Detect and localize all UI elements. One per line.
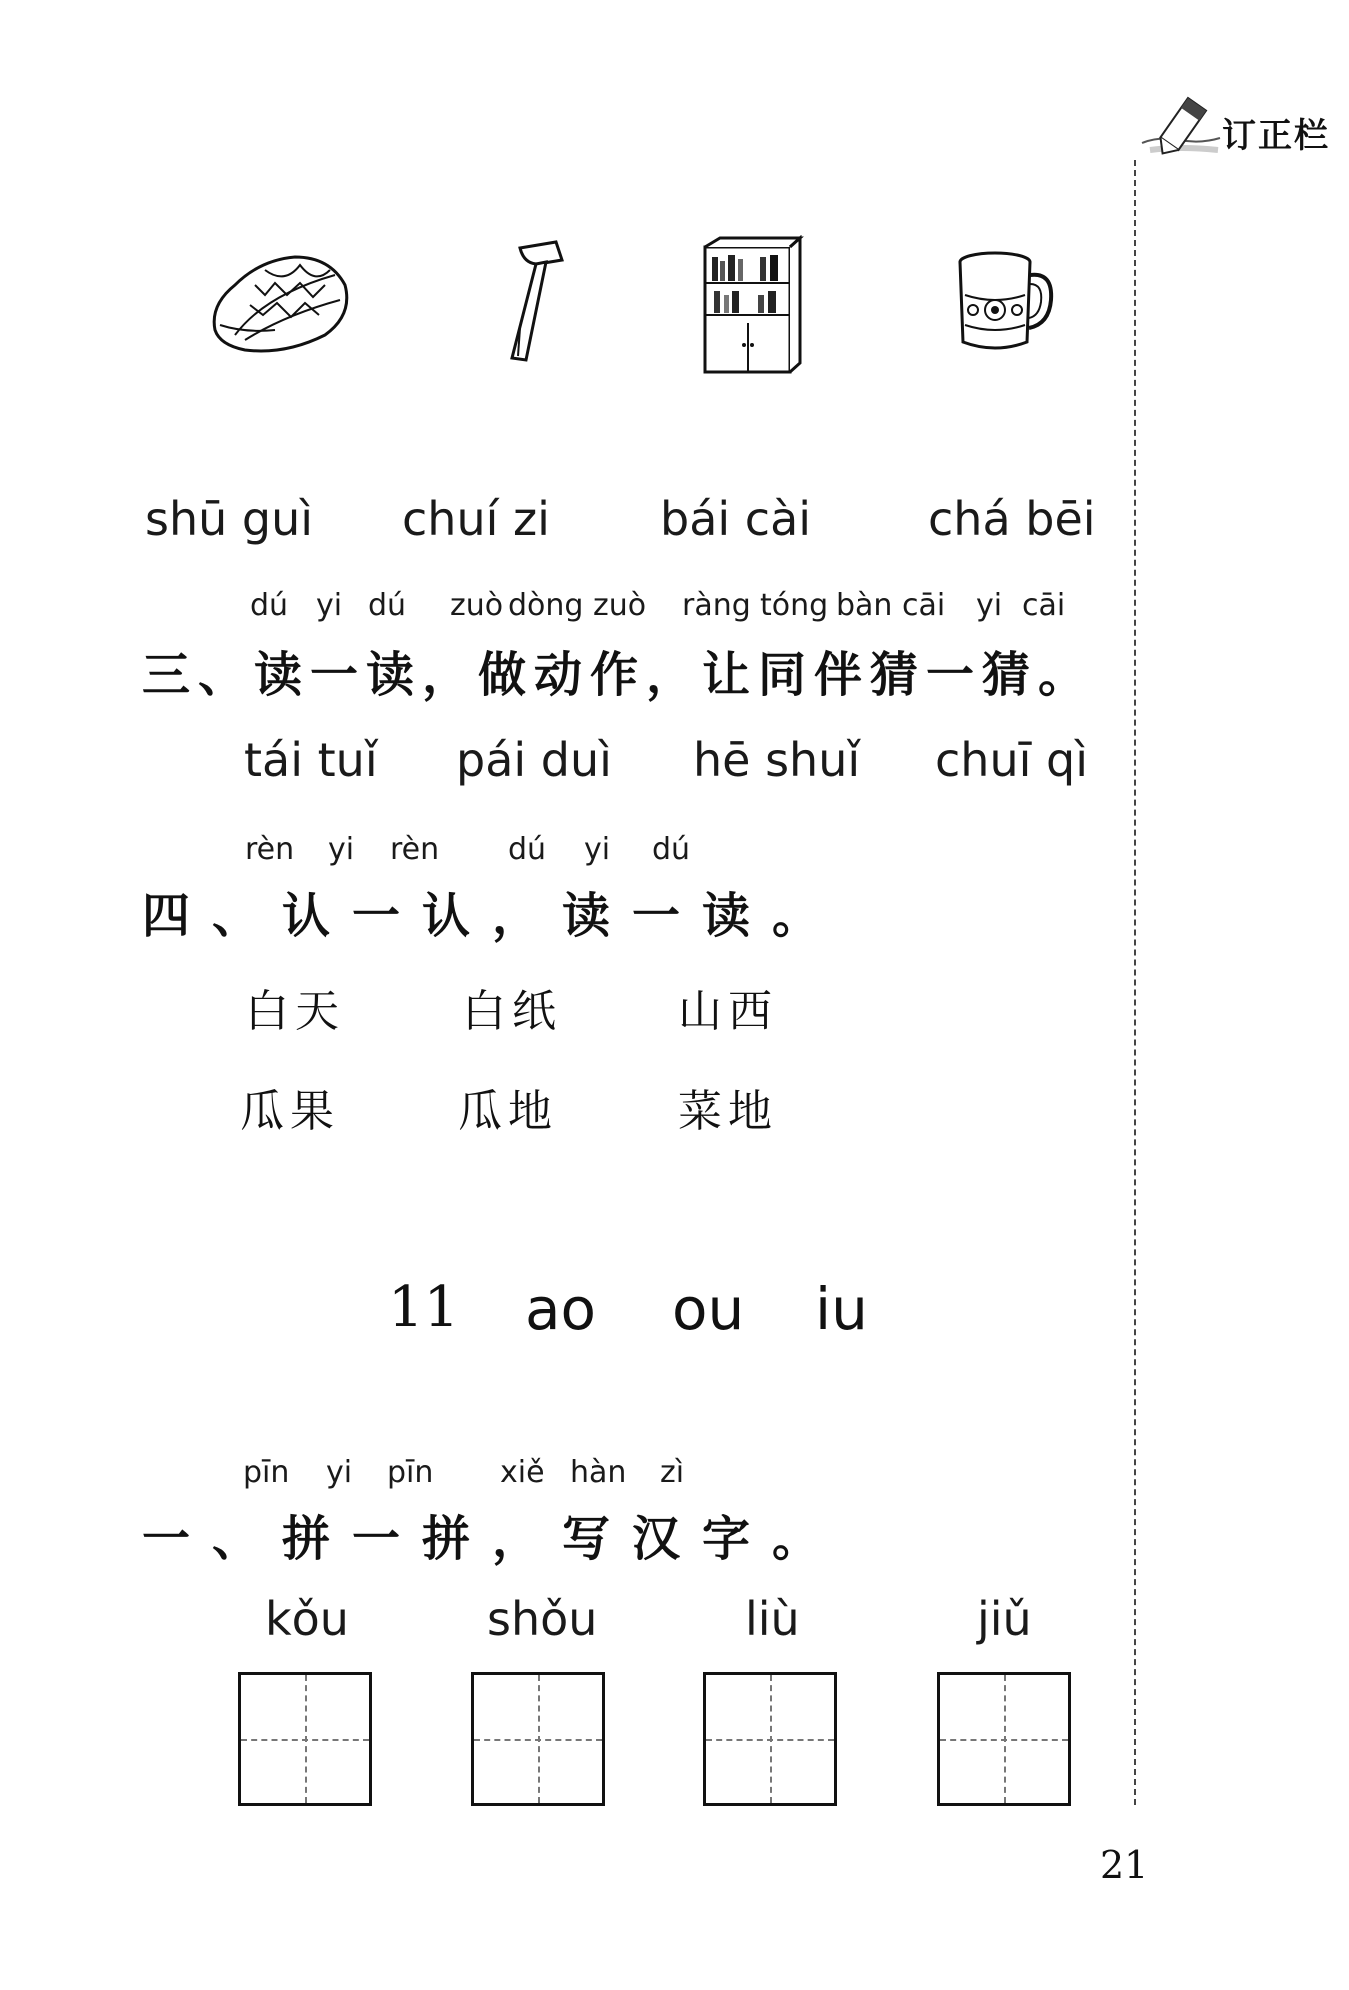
section-3-word: chuī qì (935, 733, 1088, 787)
picture-word-bookcase: shū guì (145, 492, 314, 546)
section-1-pinyin: yi (326, 1455, 353, 1490)
section-4-pinyin: dú (652, 832, 691, 867)
section-4-pinyin: yi (328, 832, 355, 867)
section-4-pinyin: rèn (390, 832, 440, 867)
section-3-word: tái tuǐ (244, 733, 378, 787)
section-4-pinyin: yi (584, 832, 611, 867)
section-3-pinyin: bàn (836, 588, 893, 623)
section-3-word: pái duì (456, 733, 612, 787)
section-3-pinyin: dú (250, 588, 289, 623)
section-4-word: 白纸 (462, 986, 562, 1037)
hammer-icon (498, 238, 578, 368)
bookcase-icon (700, 235, 805, 375)
section-1-pinyin: xiě (500, 1455, 545, 1490)
lesson-vowel: ou (672, 1275, 745, 1343)
correction-column-label: 订正栏 (1222, 116, 1330, 156)
writing-grid-box[interactable] (937, 1672, 1071, 1806)
section-1-title: 一、拼一拼，写汉字。 (142, 1511, 843, 1567)
section-4-word: 白天 (245, 986, 345, 1037)
section-3-pinyin: cāi (902, 588, 946, 623)
section-3-pinyin: zuò (450, 588, 504, 623)
section-1-word: liù (745, 1592, 800, 1646)
page-number: 21 (1100, 1843, 1149, 1887)
section-3-title: 三、读一读，做动作，让同伴猜一猜。 (142, 647, 1095, 703)
section-1-pinyin: pīn (243, 1455, 290, 1490)
picture-word-hammer: chuí zi (402, 492, 550, 546)
section-4-title: 四、认一认，读一读。 (142, 888, 843, 944)
section-4-pinyin: dú (508, 832, 547, 867)
section-1-pinyin: pīn (387, 1455, 434, 1490)
writing-grid-box[interactable] (471, 1672, 605, 1806)
section-4-word: 瓜地 (458, 1086, 558, 1137)
section-4-pinyin: rèn (245, 832, 295, 867)
section-3-word: hē shuǐ (693, 733, 861, 787)
section-1-word: kǒu (265, 1592, 349, 1646)
section-1-word: shǒu (487, 1592, 598, 1646)
picture-word-cabbage: bái cài (660, 492, 812, 546)
section-3-pinyin: ràng (682, 588, 751, 623)
cabbage-icon (205, 245, 355, 355)
lesson-vowel: ao (525, 1275, 597, 1343)
section-1-pinyin: zì (660, 1455, 685, 1490)
section-3-pinyin: yi (976, 588, 1003, 623)
section-3-pinyin: dú (368, 588, 407, 623)
section-4-word: 瓜果 (240, 1086, 340, 1137)
mug-icon (955, 250, 1055, 355)
section-3-pinyin: dòng (508, 588, 584, 623)
section-3-pinyin: cāi (1022, 588, 1066, 623)
writing-grid-box[interactable] (703, 1672, 837, 1806)
correction-column-divider (1134, 160, 1136, 1805)
section-3-pinyin: yi (316, 588, 343, 623)
section-1-pinyin: hàn (570, 1455, 627, 1490)
lesson-number: 11 (388, 1275, 460, 1340)
section-4-word: 菜地 (678, 1086, 778, 1137)
section-1-word: jiǔ (977, 1592, 1032, 1646)
section-4-word: 山西 (678, 986, 778, 1037)
writing-grid-box[interactable] (238, 1672, 372, 1806)
lesson-vowel: iu (815, 1275, 868, 1343)
picture-word-mug: chá bēi (928, 492, 1096, 546)
section-3-pinyin: tóng (760, 588, 829, 623)
section-3-pinyin: zuò (593, 588, 647, 623)
